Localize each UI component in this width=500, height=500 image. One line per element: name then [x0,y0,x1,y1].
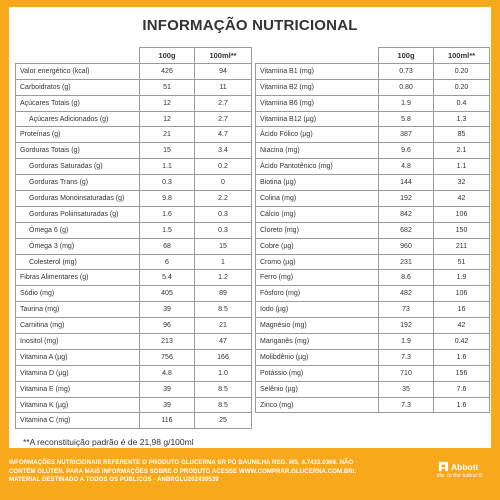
nutrient-label: Gorduras Trans (g) [16,175,140,191]
value-per-100g: 7.3 [379,349,434,365]
nutrient-label: Colina (mg) [256,191,379,207]
value-per-100ml: 15 [195,238,252,254]
table-row [16,365,252,381]
value-per-100g: 96 [140,318,195,334]
header-blank-cell [16,48,140,64]
nutrient-label: Vitamina B12 (µg) [256,111,379,127]
table-row [256,318,490,334]
table-row [16,349,252,365]
value-per-100g: 0.80 [379,79,434,95]
footer-disclaimer [9,459,404,485]
nutrition-table-left [15,47,252,429]
table-row [256,63,490,79]
nutrient-label: Iodo (µg) [256,302,379,318]
value-per-100g: 387 [379,127,434,143]
nutrient-label: Ácido Fólico (µg) [256,127,379,143]
value-per-100g: 8.6 [379,270,434,286]
value-per-100ml: 8.5 [195,381,252,397]
value-per-100g: 12 [140,95,195,111]
table-row [16,381,252,397]
value-per-100ml: 89 [195,286,252,302]
nutrient-label: Ácido Pantotênico (mg) [256,159,379,175]
table-row [16,397,252,413]
nutrient-label: Valor energético (kcal) [16,63,140,79]
table-row [16,334,252,350]
value-per-100g: 21 [140,127,195,143]
table-row [16,413,252,429]
value-per-100g: 1.9 [379,334,434,350]
table-row [16,302,252,318]
value-per-100ml: 94 [195,63,252,79]
table-row [256,302,490,318]
value-per-100g: 0.73 [379,63,434,79]
value-per-100ml: 1.6 [434,397,490,413]
table-row [256,286,490,302]
nutrient-label: Carboidratos (g) [16,79,140,95]
table-row [256,191,490,207]
table-row [256,349,490,365]
value-per-100g: 39 [140,381,195,397]
table-row [16,175,252,191]
value-per-100g: 6 [140,254,195,270]
nutrient-label: Açúcares Totais (g) [16,95,140,111]
table-row [16,95,252,111]
value-per-100g: 960 [379,238,434,254]
value-per-100ml: 8.5 [195,302,252,318]
value-per-100g: 1.1 [140,159,195,175]
table-row [16,206,252,222]
column-header-100ml: 100ml** [434,48,490,64]
nutrient-label: Vitamina B6 (mg) [256,95,379,111]
nutrient-label: Vitamina C (mg) [16,413,140,429]
table-row [256,175,490,191]
nutrition-table-left-body [16,63,252,428]
value-per-100g: 9.8 [140,191,195,207]
header-blank-cell [256,48,379,64]
value-per-100g: 116 [140,413,195,429]
table-header-row [256,48,490,64]
column-header-100g: 100g [140,48,195,64]
nutrient-label: Zinco (mg) [256,397,379,413]
reconstitution-footnote: **A reconstituição padrão é de 21,98 g/100ml [23,437,194,447]
value-per-100g: 4.8 [379,159,434,175]
value-per-100g: 482 [379,286,434,302]
value-per-100g: 73 [379,302,434,318]
value-per-100ml: 0.2 [195,159,252,175]
table-row [16,63,252,79]
table-row [256,381,490,397]
nutrient-label: Vitamina B2 (mg) [256,79,379,95]
table-row [16,318,252,334]
table-row [256,159,490,175]
nutrient-label: Selênio (µg) [256,381,379,397]
table-row [16,143,252,159]
value-per-100g: 9.6 [379,143,434,159]
abbott-logo [437,462,493,492]
value-per-100g: 0.3 [140,175,195,191]
value-per-100g: 4.8 [140,365,195,381]
table-row [16,191,252,207]
value-per-100g: 192 [379,318,434,334]
nutrient-label: Fósforo (mg) [256,286,379,302]
table-row [256,95,490,111]
value-per-100g: 68 [140,238,195,254]
value-per-100g: 842 [379,206,434,222]
table-row [256,222,490,238]
nutrient-label: Ômega 6 (g) [16,222,140,238]
value-per-100g: 144 [379,175,434,191]
value-per-100ml: 0 [195,175,252,191]
value-per-100ml: 2.2 [195,191,252,207]
value-per-100ml: 150 [434,222,490,238]
value-per-100g: 1.6 [140,206,195,222]
nutrient-label: Cobre (µg) [256,238,379,254]
table-row [256,127,490,143]
value-per-100ml: 2.7 [195,95,252,111]
value-per-100ml: 166 [195,349,252,365]
value-per-100ml: 2.7 [195,111,252,127]
nutrient-label: Niacina (mg) [256,143,379,159]
table-row [256,270,490,286]
table-row [16,159,252,175]
value-per-100ml: 2.1 [434,143,490,159]
table-row [16,127,252,143]
value-per-100g: 710 [379,365,434,381]
value-per-100g: 5.4 [140,270,195,286]
table-row [16,254,252,270]
table-row [16,222,252,238]
value-per-100g: 15 [140,143,195,159]
value-per-100g: 426 [140,63,195,79]
nutrient-label: Potássio (mg) [256,365,379,381]
nutrient-label: Taurina (mg) [16,302,140,318]
value-per-100ml: 16 [434,302,490,318]
value-per-100g: 1.9 [379,95,434,111]
nutrient-label: Magnésio (mg) [256,318,379,334]
nutrient-label: Gorduras Poliinsaturadas (g) [16,206,140,222]
table-row [16,238,252,254]
abbott-logo-icon [438,461,449,472]
value-per-100ml: 8.5 [195,397,252,413]
value-per-100ml: 0.3 [195,222,252,238]
value-per-100ml: 42 [434,318,490,334]
value-per-100g: 756 [140,349,195,365]
value-per-100ml: 47 [195,334,252,350]
footer-disclaimer-line: CONTÉM GLÚTEN. PARA MAIS INFORMAÇÕES SOBRE O PRODUTO ACESSE WWW.COMPRAR.GLUCERNA.COM.BR/. [9,468,357,475]
nutrient-label: Proteínas (g) [16,127,140,143]
nutrition-table-right-body [256,63,490,413]
value-per-100ml: 3.4 [195,143,252,159]
value-per-100ml: 1.0 [195,365,252,381]
value-per-100ml: 21 [195,318,252,334]
table-row [256,79,490,95]
nutrient-label: Ferro (mg) [256,270,379,286]
nutrient-label: Vitamina A (µg) [16,349,140,365]
table-row [256,111,490,127]
footer-disclaimer-line: INFORMAÇÕES NUTRICIONAIS REFERENTE O PRODUTO GLUCERNA SR PÓ BAUNILHA REG. MS. 4.7432.0368. NÃO [9,460,354,466]
value-per-100ml: 0.42 [434,334,490,350]
nutrient-label: Vitamina K (µg) [16,397,140,413]
table-row [256,143,490,159]
table-row [256,206,490,222]
footer-disclaimer-line: MATERIAL DESTINADO A TODOS OS PÚBLICOS - ANBRGLU202439539 [9,477,219,484]
value-per-100ml: 0.4 [434,95,490,111]
value-per-100g: 39 [140,397,195,413]
value-per-100ml: 0.20 [434,63,490,79]
nutrition-table-right [255,47,490,413]
nutrient-label: Cálcio (mg) [256,206,379,222]
table-row [256,334,490,350]
value-per-100ml: 1.6 [434,349,490,365]
nutrient-label: Cromo (µg) [256,254,379,270]
value-per-100ml: 25 [195,413,252,429]
value-per-100ml: 1.3 [434,111,490,127]
nutrient-label: Gorduras Monoinsaturadas (g) [16,191,140,207]
table-header-row [16,48,252,64]
value-per-100ml: 1.9 [434,270,490,286]
page-title: INFORMAÇÃO NUTRICIONAL [142,17,358,34]
nutrient-label: Sódio (mg) [16,286,140,302]
value-per-100g: 213 [140,334,195,350]
value-per-100g: 1.5 [140,222,195,238]
value-per-100ml: 0.3 [195,206,252,222]
table-row [256,365,490,381]
brand-tagline: life. to the fullest.® [437,473,483,479]
value-per-100ml: 1.2 [195,270,252,286]
table-row [256,397,490,413]
value-per-100ml: 0.20 [434,79,490,95]
nutrient-label: Manganês (mg) [256,334,379,350]
table-row [16,286,252,302]
value-per-100ml: 11 [195,79,252,95]
value-per-100g: 39 [140,302,195,318]
nutrient-label: Gorduras Saturadas (g) [16,159,140,175]
value-per-100ml: 106 [434,286,490,302]
table-row [256,254,490,270]
table-row [16,79,252,95]
nutrient-label: Açúcares Adicionados (g) [16,111,140,127]
nutrient-label: Molibdênio (µg) [256,349,379,365]
value-per-100ml: 106 [434,206,490,222]
table-row [256,238,490,254]
value-per-100ml: 32 [434,175,490,191]
value-per-100ml: 42 [434,191,490,207]
value-per-100ml: 211 [434,238,490,254]
column-header-100ml: 100ml** [195,48,252,64]
value-per-100g: 192 [379,191,434,207]
nutrient-label: Carnitina (mg) [16,318,140,334]
value-per-100g: 35 [379,381,434,397]
value-per-100g: 231 [379,254,434,270]
value-per-100ml: 51 [434,254,490,270]
nutrient-label: Vitamina E (mg) [16,381,140,397]
nutrient-label: Inositol (mg) [16,334,140,350]
nutrient-label: Cloreto (mg) [256,222,379,238]
nutrient-label: Vitamina B1 (mg) [256,63,379,79]
value-per-100g: 682 [379,222,434,238]
table-row [16,111,252,127]
footer-banner [0,448,500,500]
nutrient-label: Ômega 3 (mg) [16,238,140,254]
nutrition-card [9,7,491,448]
value-per-100ml: 4.7 [195,127,252,143]
column-header-100g: 100g [379,48,434,64]
value-per-100ml: 85 [434,127,490,143]
nutrient-label: Colesterol (mg) [16,254,140,270]
value-per-100g: 405 [140,286,195,302]
nutrient-label: Vitamina D (µg) [16,365,140,381]
nutrient-label: Gorduras Totais (g) [16,143,140,159]
value-per-100ml: 7.6 [434,381,490,397]
value-per-100g: 51 [140,79,195,95]
value-per-100ml: 1.1 [434,159,490,175]
brand-name: Abbott [451,462,479,472]
nutrient-label: Fibras Alimentares (g) [16,270,140,286]
value-per-100g: 5.8 [379,111,434,127]
value-per-100ml: 1 [195,254,252,270]
nutrient-label: Biotina (µg) [256,175,379,191]
value-per-100g: 7.3 [379,397,434,413]
value-per-100g: 12 [140,111,195,127]
table-row [16,270,252,286]
value-per-100ml: 156 [434,365,490,381]
